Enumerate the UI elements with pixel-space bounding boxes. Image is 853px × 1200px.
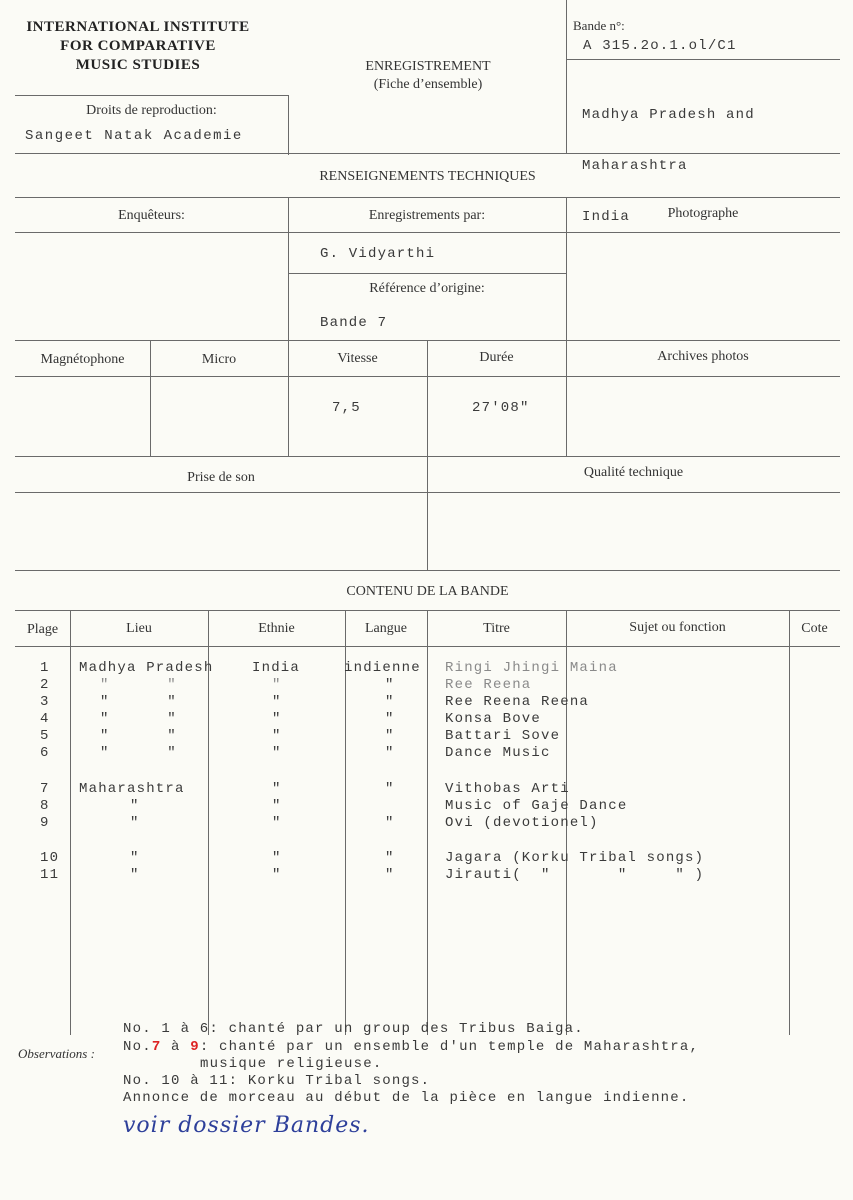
lieu-cell: " " <box>100 745 177 761</box>
lieu-cell: Maharashtra <box>79 781 185 797</box>
obs-red-7: 7 <box>151 1039 162 1055</box>
langue-cell: indienne <box>344 660 421 676</box>
observation-line-5: Annonce de morceau au début de la pièce en langue indienne. <box>123 1090 690 1106</box>
location-line-3: India <box>582 209 631 225</box>
titre-cell: Music of Gaje Dance <box>445 798 628 814</box>
header-plage: Plage <box>26 622 59 637</box>
header-langue: Langue <box>365 621 407 636</box>
institute-line-3: MUSIC STUDIES <box>75 57 201 73</box>
titre-cell: Ovi (devotionel) <box>445 815 599 831</box>
enregistrements-label: Enregistrements par: <box>368 208 486 223</box>
observation-line-3: musique religieuse. <box>200 1056 383 1072</box>
observation-line-1: No. 1 à 6: chanté par un group des Tribus Baiga. <box>123 1021 584 1037</box>
ethnie-cell: " <box>272 867 282 883</box>
header-ethnie: Ethnie <box>258 621 295 636</box>
ethnie-cell: " <box>272 850 282 866</box>
handwritten-note: voir dossier Bandes. <box>123 1113 370 1138</box>
lieu-cell: " " <box>100 711 177 727</box>
langue-cell: " <box>385 850 395 866</box>
ethnie-cell: India <box>252 660 301 676</box>
archives-label: Archives photos <box>657 349 749 364</box>
enregistrements-value: G. Vidyarthi <box>320 246 436 262</box>
titre-cell: Vithobas Arti <box>445 781 570 797</box>
langue-cell: " <box>385 867 395 883</box>
plage-cell: 7 <box>40 781 50 797</box>
location-line-1: Madhya Pradesh and <box>582 107 755 123</box>
langue-cell: " <box>385 781 395 797</box>
titre-cell: Ree Reena Reena <box>445 694 590 710</box>
langue-cell: " <box>385 728 395 744</box>
bande-number: A 315.2o.1.ol/C1 <box>583 38 737 54</box>
plage-cell: 2 <box>40 677 50 693</box>
plage-cell: 6 <box>40 745 50 761</box>
titre-cell: Jagara (Korku Tribal songs) <box>445 850 705 866</box>
titre-cell: Jirauti( " " " ) <box>445 867 705 883</box>
header-cote: Cote <box>801 621 828 636</box>
lieu-cell: " " <box>100 694 177 710</box>
observations-label: Observations : <box>18 1046 95 1061</box>
plage-cell: 8 <box>40 798 50 814</box>
photographe-label: Photographe <box>667 206 739 221</box>
langue-cell: " <box>385 694 395 710</box>
lieu-cell: " " <box>100 728 177 744</box>
plage-cell: 5 <box>40 728 50 744</box>
plage-cell: 3 <box>40 694 50 710</box>
lieu-cell: " <box>130 815 140 831</box>
form-title <box>330 58 526 94</box>
lieu-cell: " <box>130 850 140 866</box>
contents-title: CONTENU DE LA BANDE <box>346 584 509 599</box>
lieu-cell: " <box>130 798 140 814</box>
langue-cell: " <box>385 711 395 727</box>
ethnie-cell: " <box>272 694 282 710</box>
ethnie-cell: " <box>272 781 282 797</box>
langue-cell: " <box>385 815 395 831</box>
reference-value: Bande 7 <box>320 315 388 331</box>
obs-rest: : chanté par un ensemble d'un temple de Maharashtra, <box>199 1039 700 1055</box>
ethnie-cell: " <box>272 677 282 693</box>
observation-line-2 <box>123 1039 699 1056</box>
langue-cell: " <box>385 677 395 693</box>
form-title-main: ENREGISTREMENT <box>365 59 491 74</box>
ethnie-cell: " <box>272 798 282 814</box>
plage-cell: 4 <box>40 711 50 727</box>
qualite-technique-label: Qualité technique <box>583 465 684 480</box>
vitesse-label: Vitesse <box>337 351 378 366</box>
obs-red-9: 9 <box>190 1039 200 1055</box>
plage-cell: 9 <box>40 815 50 831</box>
institute-line-2: FOR COMPARATIVE <box>60 38 216 54</box>
plage-cell: 10 <box>40 850 60 866</box>
plage-cell: 11 <box>40 867 60 883</box>
header-lieu: Lieu <box>126 621 152 636</box>
form-title-sub: (Fiche d’ensemble) <box>373 77 483 92</box>
obs-prefix: No. <box>123 1039 152 1055</box>
obs-mid: à <box>161 1039 191 1055</box>
institute-line-1: INTERNATIONAL INSTITUTE <box>26 19 250 35</box>
micro-label: Micro <box>201 352 237 367</box>
ethnie-cell: " <box>272 728 282 744</box>
vitesse-value: 7,5 <box>332 400 361 416</box>
langue-cell: " <box>385 745 395 761</box>
lieu-cell: " <box>130 867 140 883</box>
titre-cell: Konsa Bove <box>445 711 542 727</box>
reference-label: Référence d’origine: <box>369 281 485 296</box>
magnetophone-label: Magnétophone <box>40 352 125 367</box>
lieu-cell: " " <box>100 677 177 693</box>
institute-name <box>10 18 266 75</box>
ethnie-cell: " <box>272 711 282 727</box>
rights-value: Sangeet Natak Academie <box>25 128 243 144</box>
header-sujet: Sujet ou fonction <box>629 620 726 635</box>
titre-cell: Battari Sove <box>445 728 561 744</box>
observation-line-4: No. 10 à 11: Korku Tribal songs. <box>123 1073 431 1089</box>
titre-cell: Ringi Jhingi Maina <box>445 660 618 676</box>
prise-de-son-label: Prise de son <box>187 470 255 485</box>
location-line-2: Maharashtra <box>582 158 688 174</box>
duree-label: Durée <box>479 350 514 365</box>
enqueteurs-label: Enquêteurs: <box>118 208 185 223</box>
header-titre: Titre <box>483 621 510 636</box>
lieu-cell: Madhya Pradesh <box>79 660 214 676</box>
technical-title: RENSEIGNEMENTS TECHNIQUES <box>319 169 536 184</box>
ethnie-cell: " <box>272 745 282 761</box>
ethnie-cell: " <box>272 815 282 831</box>
titre-cell: Ree Reena <box>445 677 532 693</box>
plage-cell: 1 <box>40 660 50 676</box>
rights-label: Droits de reproduction: <box>86 103 217 118</box>
titre-cell: Dance Music <box>445 745 551 761</box>
bande-label: Bande n°: <box>573 18 625 33</box>
duree-value: 27'08" <box>472 400 530 416</box>
